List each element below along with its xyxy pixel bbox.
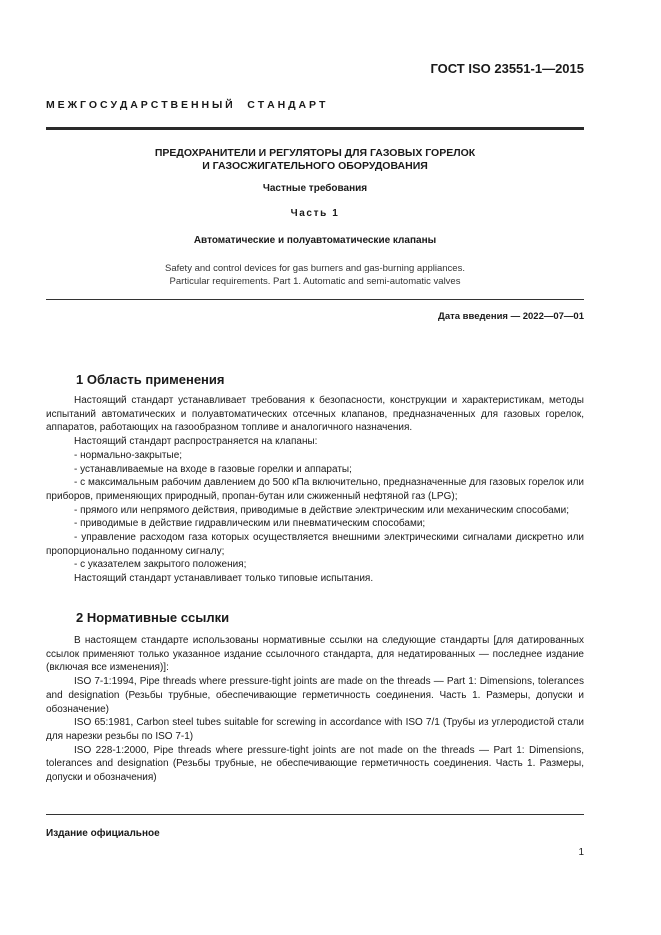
part-label: Часть 1: [290, 208, 340, 219]
list-item: - устанавливаемые на входе в газовые горелки и аппараты;: [74, 463, 352, 475]
list-item: - с указателем закрытого положения;: [74, 559, 247, 571]
reference-item: ISO 65:1981, Carbon steel tubes suitable for screwing in accordance with ISO 7/1 (Трубы из углеродистой стали для нарезки резьбы по ISO 7-1): [46, 717, 584, 742]
list-item: - управление расходом газа которых осуществляется внешними электрическими сигналами дискретно или пропорционально поданному сигналу;: [46, 532, 584, 557]
paragraph: Настоящий стандарт устанавливает только типовые испытания.: [74, 573, 374, 585]
english-title-line-1: Safety and control devices for gas burners and gas-burning appliances.: [165, 263, 465, 274]
document-subtitle: Частные требования: [262, 183, 368, 194]
list-item: - прямого или непрямого действия, приводимые в действие электрическим или механическим способами;: [74, 504, 569, 516]
title-divider: [46, 299, 584, 300]
effective-date: Дата введения — 2022—07—01: [438, 311, 584, 322]
list-item: - с максимальным рабочим давлением до 500 кПа включительно, предназначенные для газовых горелок или приборов, применяющих природный, пропан-бутан или сжиженный нефтяной газ (LPG);: [46, 477, 584, 502]
paragraph: В настоящем стандарте использованы нормативные ссылки на следующие стандарты [для датированных ссылок применяют только указанное издание ссылочного стандарта, для недатированных — последнее издание (включая все изменения)]:: [46, 635, 584, 674]
footer-divider: [46, 814, 584, 815]
standard-type: М Е Ж Г О С У Д А Р С Т В Е Н Н Ы Й С Т А Н Д А Р Т: [46, 99, 326, 111]
paragraph: Настоящий стандарт устанавливает требования к безопасности, конструкции и характеристикам, методы испытаний автоматических и полуавтоматических отсечных клапанов, предназначенных для газовых горелок, аппаратов, работающих на газообразном топливе и аналогичного назначения.: [46, 395, 584, 434]
list-item: - приводимые в действие гидравлическим или пневматическим способами;: [74, 518, 426, 530]
page-number: 1: [578, 847, 584, 858]
edition-label: Издание официальное: [46, 828, 160, 839]
gost-number: ГОСТ ISO 23551-1—2015: [430, 61, 584, 76]
section-1-body: [46, 394, 584, 586]
title-line-1: ПРЕДОХРАНИТЕЛИ И РЕГУЛЯТОРЫ ДЛЯ ГАЗОВЫХ ГОРЕЛОК: [154, 147, 476, 159]
title-line-2: И ГАЗОСЖИГАТЕЛЬНОГО ОБОРУДОВАНИЯ: [202, 160, 428, 172]
section-1-heading: 1 Область применения: [76, 372, 225, 387]
document-page: [46, 0, 584, 935]
list-item: - нормально-закрытые;: [74, 449, 183, 461]
document-subject: Автоматические и полуавтоматические клапаны: [193, 235, 437, 246]
section-2-heading: 2 Нормативные ссылки: [76, 610, 230, 625]
paragraph: Настоящий стандарт распространяется на клапаны:: [74, 436, 318, 448]
section-2-body: [46, 634, 584, 785]
document-title: [46, 147, 584, 173]
english-title-line-2: Particular requirements. Part 1. Automatic and semi-automatic valves: [169, 276, 461, 287]
header-divider: [46, 127, 584, 130]
english-title: [46, 262, 584, 288]
reference-item: ISO 228-1:2000, Pipe threads where pressure-tight joints are not made on the threads — Part 1: Dimensions, tolerances and designation (Резьбы трубные, не обеспечивающие герметичность соединения. Часть 1. Размеры, допуски и обозначения): [46, 744, 584, 784]
reference-item: ISO 7-1:1994, Pipe threads where pressure-tight joints are made on the threads — Part 1: Dimensions, tolerances and designation (Резьбы трубные, обеспечивающие герметичность соединения. Часть 1. Размеры, допуски и обозначение): [46, 676, 584, 715]
